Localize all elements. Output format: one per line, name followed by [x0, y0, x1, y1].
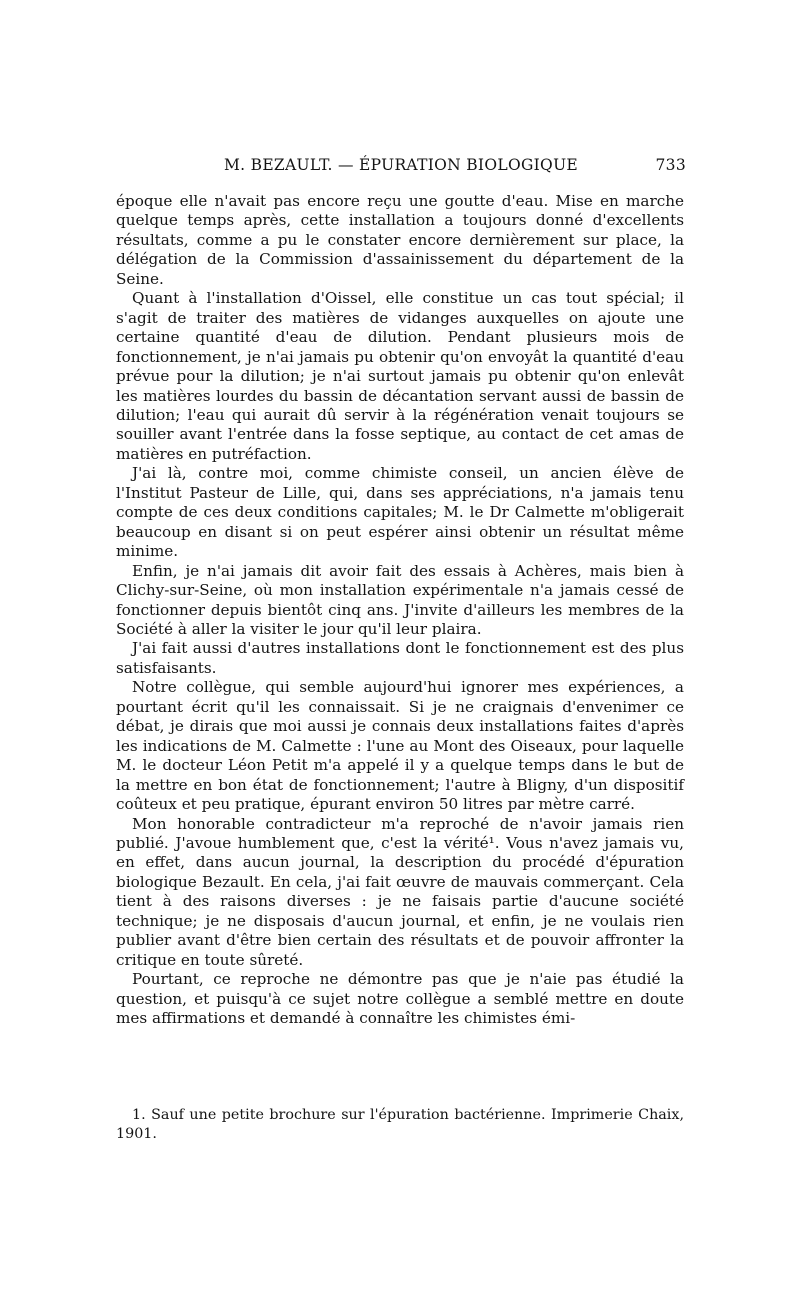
paragraph-clichy: Enfin, je n'ai jamais dit avoir fait des essais à Achères, mais bien à Clichy-sur-Seine, où mon installation expérimentale n'a jamais cessé de fonctionner depuis bientôt cinq ans. J'invite d'ailleurs les membres de la Société à aller la visiter le jour qu'il leur plaira. — [116, 561, 684, 638]
paragraph-autres-installations: J'ai fait aussi d'autres installations dont le fonctionnement est des plus satisfaisants. — [116, 639, 684, 677]
paragraph-publication: Mon honorable contradicteur m'a reproché de n'avoir jamais rien publié. J'avoue humblement que, c'est la vérité¹. Vous n'avez jamais vu, en effet, dans aucun journal, la description du procédé d'épuration biologique Bezault. En cela, j'ai fait œuvre de mauvais commerçant. Cela tient à des raisons diverses : je ne faisais partie d'aucune société technique; je ne disposais d'aucun journal, et enfin, je ne voulais rien publier avant d'être bien certain des résultats et de pouvoir affronter la critique en toute sûreté. — [116, 814, 684, 969]
footnote — [116, 1106, 684, 1144]
page-number: 733 — [655, 156, 686, 174]
paragraph-continuation: époque elle n'avait pas encore reçu une goutte d'eau. Mise en marche quelque temps après, cette installation a toujours donné d'excellents résultats, comme a pu le constater encore dernièrement sur place, la délégation de la Commission d'assainissement du département de la Seine. — [116, 192, 684, 288]
paragraph-chimiste-conseil: J'ai là, contre moi, comme chimiste conseil, un ancien élève de l'Institut Pasteur de Lille, qui, dans ses appréciations, n'a jamais tenu compte de ces deux conditions capitales; M. le Dr Calmette m'obligerait beaucoup en disant si on peut espérer ainsi obtenir un résultat même minime. — [116, 464, 684, 561]
body-text — [116, 192, 684, 1028]
paragraph-reproche: Pourtant, ce reproche ne démontre pas que je n'aie pas étudié la question, et puisqu'à ce sujet notre collègue a semblé mettre en doute mes affirmations et demandé à connaître les chimistes émi- — [116, 970, 684, 1028]
paragraph-oissel: Quant à l'installation d'Oissel, elle constitue un cas tout spécial; il s'agit de traiter des matières de vidanges auxquelles on ajoute une certaine quantité d'eau de dilution. Pendant plusieurs mois de fonctionnement, je n'ai jamais pu obtenir qu'on envoyât la quantité d'eau prévue pour la dilution; je n'ai surtout jamais pu obtenir qu'on enlevât les matières lourdes du bassin de décantation servant aussi de bassin de dilution; l'eau qui aurait dû servir à la régénération venait toujours se souiller avant l'entrée dans la fosse septique, au contact de cet amas de matières en putréfaction. — [116, 289, 684, 463]
running-title: M. BEZAULT. — ÉPURATION BIOLOGIQUE — [224, 156, 579, 174]
paragraph-collegue: Notre collègue, qui semble aujourd'hui ignorer mes expériences, a pourtant écrit qu'il les connaissait. Si je ne craignais d'envenimer ce débat, je dirais que moi aussi je connais deux installations faites d'après les indications de M. Calmette : l'une au Mont des Oiseaux, pour laquelle M. le docteur Léon Petit m'a appelé il y a quelque temps dans le but de la mettre en bon état de fonctionnement; l'autre à Bligny, d'un dispositif coûteux et peu pratique, épurant environ 50 litres par mètre carré. — [116, 678, 684, 814]
running-header — [116, 156, 686, 178]
footnote-text: 1. Sauf une petite brochure sur l'épuration bactérienne. Imprimerie Chaix, 1901. — [116, 1107, 684, 1142]
